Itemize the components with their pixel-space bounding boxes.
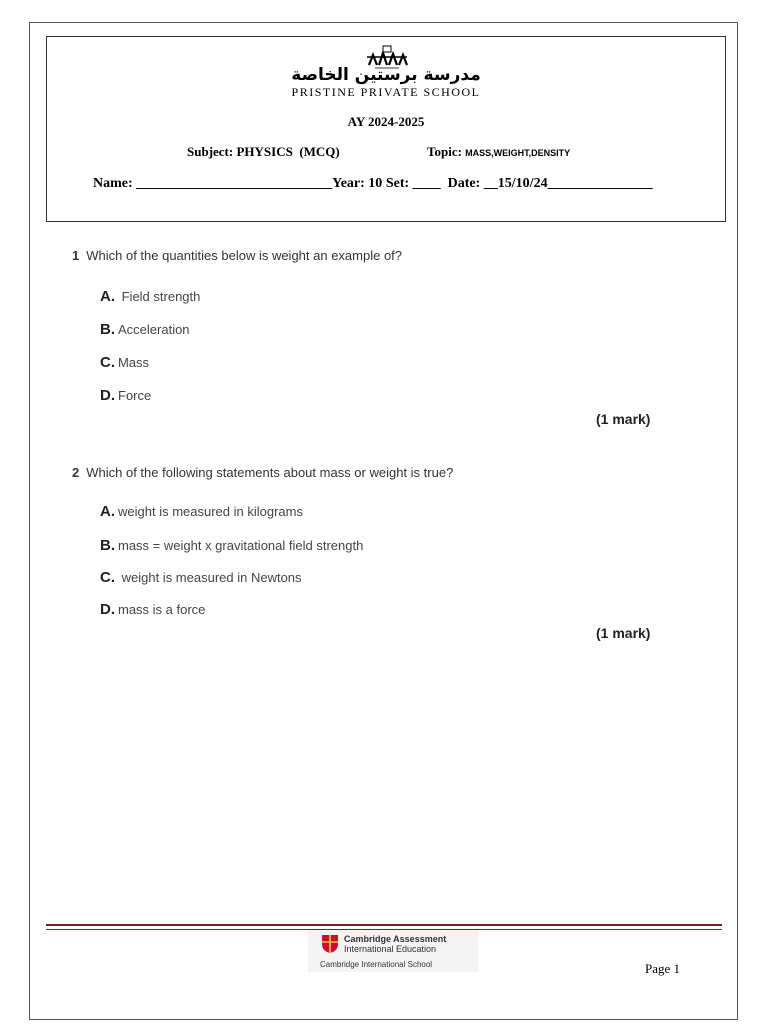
option-1a	[100, 288, 200, 305]
option-letter: C.	[100, 569, 115, 586]
question-1	[72, 248, 402, 263]
subject-value: PHYSICS (MCQ)	[236, 144, 340, 159]
option-text: weight is measured in Newtons	[118, 570, 302, 585]
topic-value: MASS,WEIGHT,DENSITY	[465, 148, 571, 158]
question-number: 1	[72, 248, 80, 263]
student-info-line	[93, 176, 653, 192]
name-blank: ____________________________	[136, 176, 333, 191]
cambridge-shield-icon	[321, 934, 339, 954]
option-2c	[100, 569, 302, 586]
option-letter: A.	[100, 288, 115, 305]
option-text: Field strength	[118, 289, 201, 304]
set-label: Set:	[385, 176, 410, 191]
option-letter: D.	[100, 387, 115, 404]
set-blank: ____	[412, 176, 441, 191]
school-name-arabic: مدرسة برستين الخاصة	[291, 65, 481, 85]
footer-rule	[46, 924, 722, 926]
cambridge-title: Cambridge Assessment	[344, 934, 447, 944]
academic-year: AY 2024-2025	[347, 114, 425, 129]
option-2b	[100, 537, 363, 554]
option-letter: C.	[100, 354, 115, 371]
question-2-mark: (1 mark)	[596, 625, 651, 641]
cambridge-school: Cambridge International School	[320, 960, 433, 969]
option-2a	[100, 503, 303, 520]
subject-label: Subject:	[187, 144, 234, 159]
date-label: Date:	[447, 176, 481, 191]
school-name-english: PRISTINE PRIVATE SCHOOL	[291, 85, 481, 99]
option-1b	[100, 321, 190, 338]
cambridge-subtitle: International Education	[344, 944, 437, 954]
name-label: Name:	[93, 176, 133, 191]
question-text: Which of the quantities below is weight an example of?	[86, 248, 403, 263]
option-2d	[100, 601, 205, 618]
option-letter: D.	[100, 601, 115, 618]
subject-line	[187, 144, 340, 160]
option-1d	[100, 387, 151, 404]
question-2	[72, 465, 453, 480]
question-text: Which of the following statements about mass or weight is true?	[86, 465, 454, 480]
option-letter: B.	[100, 537, 115, 554]
question-1-mark: (1 mark)	[596, 411, 651, 427]
option-text: Mass	[118, 355, 150, 370]
option-text: weight is measured in kilograms	[118, 504, 303, 519]
option-text: Force	[118, 388, 152, 403]
option-text: mass = weight x gravitational field strength	[118, 538, 364, 553]
page-number: Page 1	[645, 961, 681, 976]
topic-line	[427, 144, 570, 160]
question-number: 2	[72, 465, 80, 480]
option-letter: A.	[100, 503, 115, 520]
option-text: mass is a force	[118, 602, 206, 617]
date-value: __15/10/24_______________	[483, 176, 653, 191]
year-label: Year: 10	[332, 176, 383, 191]
option-text: Acceleration	[118, 322, 190, 337]
topic-label: Topic:	[427, 144, 462, 159]
exam-header	[46, 36, 726, 222]
cambridge-logo	[308, 930, 478, 972]
option-1c	[100, 354, 149, 371]
option-letter: B.	[100, 321, 115, 338]
